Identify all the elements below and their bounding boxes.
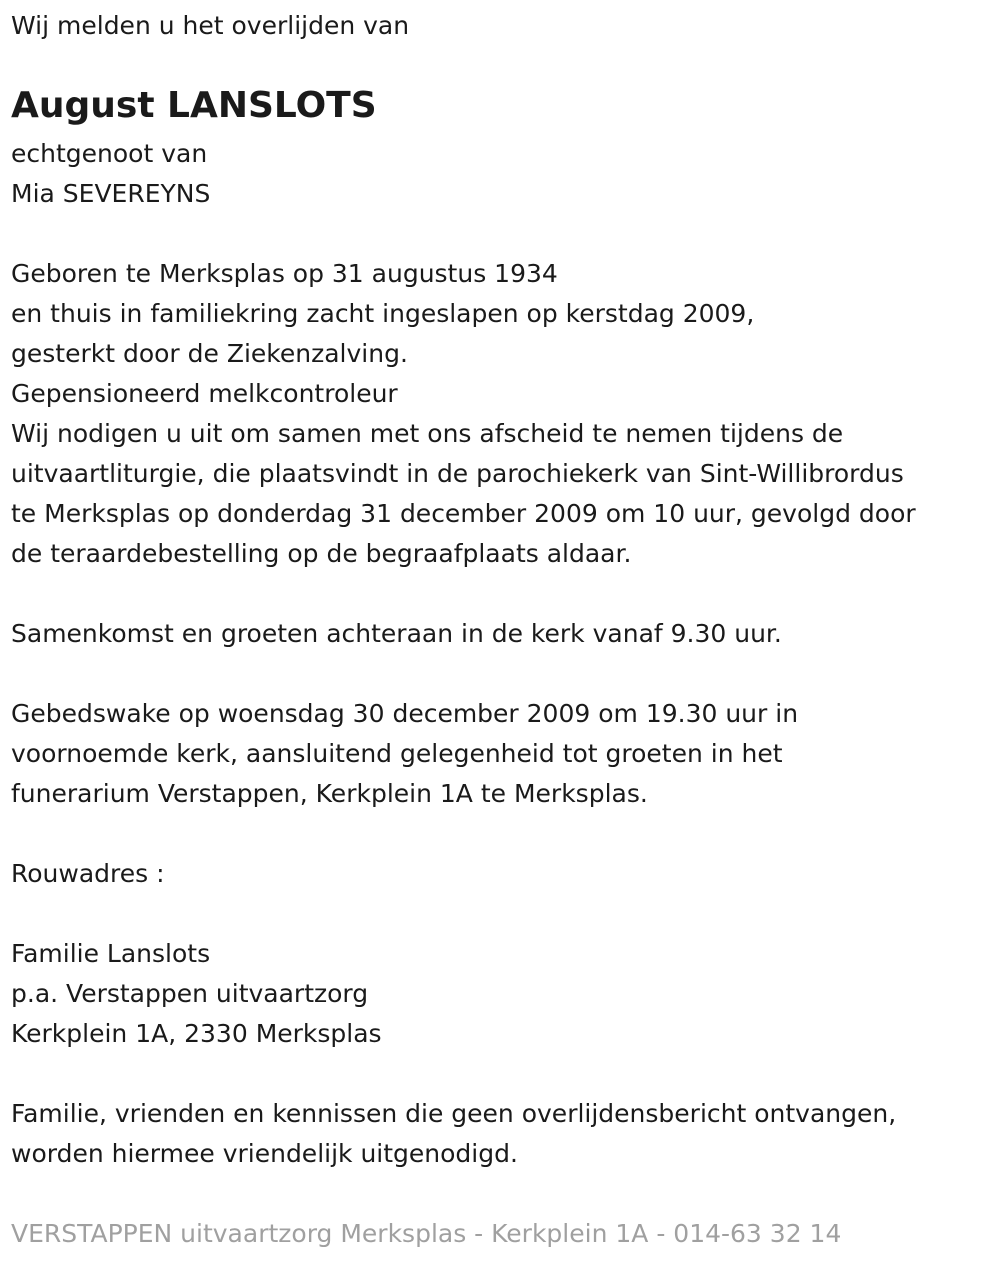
- vigil-line: Gebedswake op woensdag 30 december 2009 om 19.30 uur in: [11, 699, 799, 728]
- paragraph-line: gesterkt door de Ziekenzalving.: [11, 339, 408, 368]
- paragraph-line: uitvaartliturgie, die plaatsvindt in de parochiekerk van Sint-Willibrordus: [11, 459, 904, 488]
- address-line: Kerkplein 1A, 2330 Merksplas: [11, 1019, 382, 1048]
- closing-paragraph: [11, 1094, 896, 1174]
- spouse-label: echtgenoot van: [11, 139, 208, 168]
- gathering-paragraph: [11, 614, 782, 654]
- paragraph-line: Wij nodigen u uit om samen met ons afscheid te nemen tijdens de: [11, 419, 844, 448]
- paragraph-line: Gepensioneerd melkcontroleur: [11, 379, 398, 408]
- paragraph-line: de teraardebestelling op de begraafplaats aldaar.: [11, 539, 632, 568]
- gathering-text: Samenkomst en groeten achteraan in de kerk vanaf 9.30 uur.: [11, 619, 782, 648]
- paragraph-line: en thuis in familiekring zacht ingeslapen op kerstdag 2009,: [11, 299, 755, 328]
- spouse-name: Mia SEVEREYNS: [11, 179, 211, 208]
- address-label: Rouwadres :: [11, 859, 165, 888]
- address-line: Familie Lanslots: [11, 939, 211, 968]
- closing-line: worden hiermee vriendelijk uitgenodigd.: [11, 1139, 518, 1168]
- paragraph-line: Geboren te Merksplas op 31 augustus 1934: [11, 259, 558, 288]
- address-block: [11, 934, 382, 1054]
- paragraph-line: te Merksplas op donderdag 31 december 2009 om 10 uur, gevolgd door: [11, 499, 916, 528]
- closing-line: Familie, vrienden en kennissen die geen overlijdensbericht ontvangen,: [11, 1099, 897, 1128]
- vigil-line: voornoemde kerk, aansluitend gelegenheid tot groeten in het: [11, 739, 783, 768]
- main-paragraph: [11, 254, 916, 574]
- spouse-block: [11, 134, 210, 214]
- address-line: p.a. Verstappen uitvaartzorg: [11, 979, 369, 1008]
- vigil-paragraph: [11, 694, 798, 814]
- intro-text: Wij melden u het overlijden van: [11, 11, 410, 40]
- deceased-name: August LANSLOTS: [11, 85, 377, 126]
- funeral-home-footer: VERSTAPPEN uitvaartzorg Merksplas - Kerkplein 1A - 014-63 32 14: [11, 1219, 842, 1248]
- address-label-block: [11, 854, 165, 894]
- vigil-line: funerarium Verstappen, Kerkplein 1A te Merksplas.: [11, 779, 648, 808]
